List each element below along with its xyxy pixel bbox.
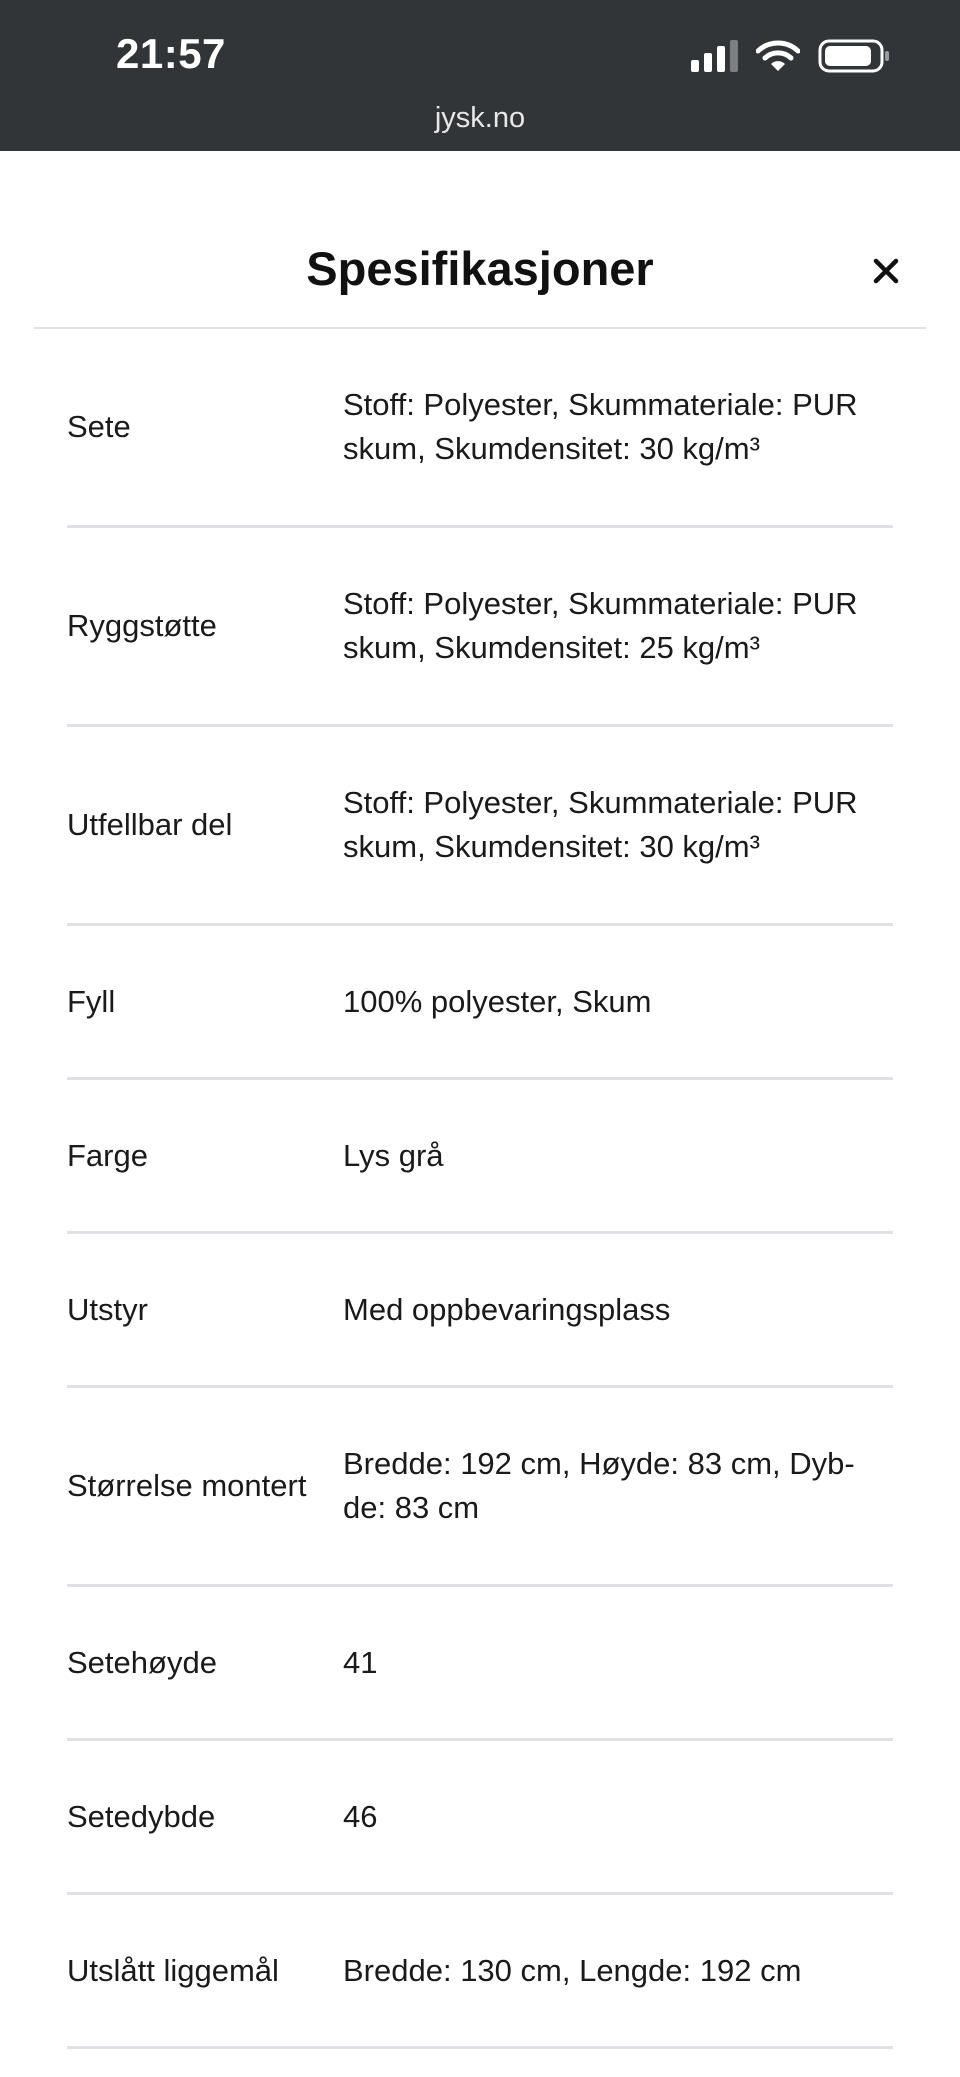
spec-value: Bredde: 192 cm, Høyde: 83 cm, Dyb-de: 83 cm: [343, 1446, 855, 1525]
close-button[interactable]: [866, 251, 906, 291]
spec-row-sete: [67, 329, 893, 528]
sheet-title: Spesifikasjoner: [306, 242, 654, 295]
spec-row-storrelse-montert: [67, 1388, 893, 1587]
sheet-header: [34, 151, 926, 329]
spec-label: Utslått liggemål: [67, 1952, 279, 1988]
spec-value: Lys grå: [343, 1137, 444, 1173]
specifications-sheet: [0, 151, 960, 2077]
spec-value: Bredde: 130 cm, Lengde: 192 cm: [343, 1952, 802, 1988]
spec-label: Størrelse montert: [67, 1468, 307, 1503]
battery-icon: [818, 39, 890, 73]
spec-row-fyll: [67, 926, 893, 1080]
spec-value: 46: [343, 1798, 378, 1834]
spec-value: 100% polyester, Skum: [343, 983, 652, 1019]
spec-label: Utfellbar del: [67, 807, 233, 842]
spec-label: Farge: [67, 1137, 148, 1173]
cellular-signal-icon: [691, 40, 738, 72]
spec-row-utfellbar-del: [67, 727, 893, 926]
spec-label: Setehøyde: [67, 1644, 217, 1680]
spec-row-setehoyde: [67, 1587, 893, 1741]
spec-list: [67, 329, 893, 2049]
spec-value: Stoff: Polyester, Skummateriale: PUR skum, Skumdensitet: 30 kg/m³: [343, 785, 858, 864]
spec-row-utstyr: [67, 1234, 893, 1388]
spec-value: Stoff: Polyester, Skummateriale: PUR skum, Skumdensitet: 30 kg/m³: [343, 387, 858, 466]
wifi-icon: [756, 39, 800, 73]
spec-label: Ryggstøtte: [67, 608, 217, 643]
spec-value: Med oppbevaringsplass: [343, 1291, 671, 1327]
spec-label: Utstyr: [67, 1291, 148, 1327]
spec-label: Setedybde: [67, 1798, 216, 1834]
spec-row-farge: [67, 1080, 893, 1234]
spec-row-setedybde: [67, 1741, 893, 1895]
status-icons: [691, 36, 890, 76]
clock: 21:57: [116, 30, 226, 77]
page-url[interactable]: jysk.no: [434, 102, 526, 134]
spec-value: Stoff: Polyester, Skummateriale: PUR skum, Skumdensitet: 25 kg/m³: [343, 586, 858, 665]
spec-label: Fyll: [67, 983, 116, 1019]
close-icon: [873, 258, 899, 284]
spec-value: 41: [343, 1644, 378, 1680]
spec-row-ryggstotte: [67, 528, 893, 727]
status-bar: [0, 0, 960, 151]
spec-row-utslatt-liggemal: [67, 1895, 893, 2049]
spec-label: Sete: [67, 409, 131, 444]
